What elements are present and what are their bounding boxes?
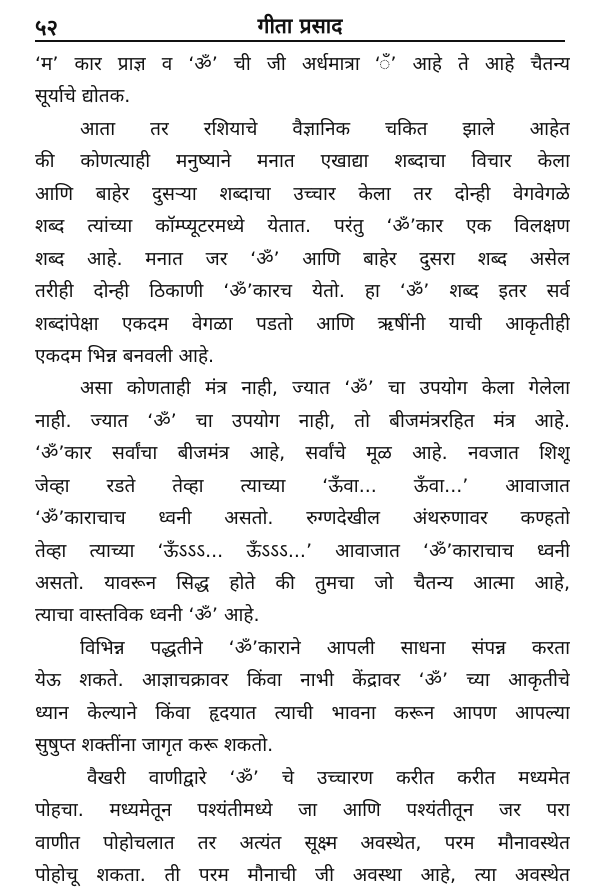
text-line: शब्द आहे. मनात जर ‘ॐ’ आणि बाहेर दुसरा शब्द असेल: [35, 247, 570, 270]
text-line: ‘ॐ’कार सर्वांचा बीजमंत्र आहे, सर्वांचे मूळ आहे. नवजात शिशू: [35, 442, 570, 465]
text-line: पोहचा. मध्यमेतून पश्यंतीमध्ये जा आणि पश्यंतीतून जर परा: [35, 799, 570, 822]
text-line: असतो. यावरून सिद्ध होते की तुमचा जो चैतन्य आत्मा आहे,: [35, 572, 570, 594]
text-line: ‘ॐ’काराचाच ध्वनी असतो. रुग्णदेखील अंथरुणावर कण्हतो: [35, 507, 570, 530]
text-line: असा कोणताही मंत्र नाही, ज्यात ‘ॐ’ चा उपयोग केला गेलेला: [80, 377, 570, 400]
paragraph: [35, 48, 570, 113]
page-number: ५२: [35, 16, 58, 41]
text-line: शब्द त्यांच्या कॉम्प्यूटरमध्ये येतात. परंतु ‘ॐ’कार एक विलक्षण: [35, 215, 570, 238]
text-line: तेव्हा त्याच्या ‘ऊँऽऽऽ... ऊँऽऽऽ...’ आवाजात ‘ॐ’काराचाच ध्वनी: [35, 539, 570, 562]
page-body: [35, 48, 570, 891]
text-line: त्याचा वास्तविक ध्वनी ‘ॐ’ आहे.: [35, 604, 260, 627]
text-line: आता तर रशियाचे वैज्ञानिक चकित झाले आहेत: [80, 117, 570, 140]
text-line: येऊ शकते. आज्ञाचक्रावर किंवा नाभी केंद्रावर ‘ॐ’ च्या आकृतीचे: [35, 669, 570, 692]
text-line: नाही. ज्यात ‘ॐ’ चा उपयोग नाही, तो बीजमंत्ररहित मंत्र आहे.: [35, 409, 570, 432]
page-header: [35, 6, 565, 42]
text-line: सूर्याचे द्योतक.: [35, 85, 131, 108]
text-line: ‘म’ कार प्राज्ञ व ‘ॐ’ ची जी अर्धमात्रा ‘ँ’ आहे ते आहे चैतन्य: [35, 53, 570, 75]
running-title: गीता प्रसाद: [257, 14, 343, 38]
text-line: तरीही दोन्ही ठिकाणी ‘ॐ’कारच येतो. हा ‘ॐ’ शब्द इतर सर्व: [35, 280, 570, 303]
text-line: विभिन्न पद्धतीने ‘ॐ’काराने आपली साधना संपन्न करता: [80, 636, 570, 659]
paragraph: [35, 372, 570, 632]
text-line: एकदम भिन्न बनवली आहे.: [35, 344, 215, 367]
text-line: ध्यान केल्याने किंवा हृदयात त्याची भावना करून आपण आपल्या: [35, 701, 570, 724]
paragraph: [35, 762, 570, 891]
text-line: पोहोचू शकता. ती परम मौनाची जी अवस्था आहे, त्या अवस्थेत: [35, 863, 570, 886]
text-line: आणि बाहेर दुसऱ्या शब्दाचा उच्चार केला तर दोन्ही वेगवेगळे: [35, 182, 570, 205]
text-line: सुषुप्त शक्तींना जागृत करू शकतो.: [35, 734, 274, 757]
text-line: शब्दांपेक्षा एकदम वेगळा पडतो आणि ऋषींनी याची आकृतीही: [35, 312, 570, 335]
text-line: वैखरी वाणीद्वारे ‘ॐ’ चे उच्चारण करीत करीत मध्यमेत: [87, 766, 570, 789]
text-line: की कोणत्याही मनुष्याने मनात एखाद्या शब्दाचा विचार केला: [35, 150, 570, 173]
text-line: वाणीत पोहोचलात तर अत्यंत सूक्ष्म अवस्थेत, परम मौनावस्थेत: [35, 831, 570, 854]
paragraph: [35, 113, 570, 373]
paragraph: [35, 632, 570, 762]
text-line: जेव्हा रडते तेव्हा त्याच्या ‘ऊँवा... ऊँवा...’ आवाजात: [35, 474, 570, 497]
